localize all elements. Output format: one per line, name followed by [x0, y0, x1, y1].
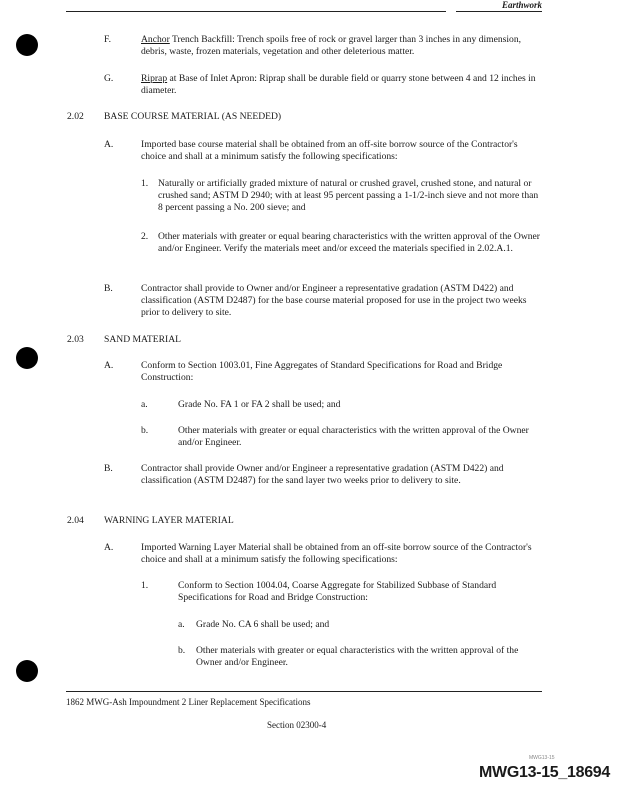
item-letter: A. — [104, 360, 114, 371]
section-title: SAND MATERIAL — [104, 334, 182, 345]
binder-hole-middle — [16, 347, 38, 369]
bates-stamp: MWG13-15_18694 — [479, 764, 610, 781]
header-section-title: Earthwork — [501, 0, 542, 10]
item-letter: B. — [104, 463, 113, 474]
item-text: Imported Warning Layer Material shall be obtained from an off-site borrow source of the Contractor's choice and shall at a minimum satisfy the following specifications: — [141, 542, 532, 565]
item-letter: A. — [104, 139, 114, 150]
subitem-text: Grade No. FA 1 or FA 2 shall be used; and — [178, 399, 341, 410]
bates-stamp-small: MWG13-15 — [529, 755, 555, 761]
section-number: 2.04 — [67, 515, 84, 526]
item-body: Trench Backfill: Trench spoils free of rock or gravel larger than 3 inches in any dimension, debris, waste, frozen materials, vegetation and other deleterious matter. — [141, 34, 522, 57]
footer-project: 1862 MWG-Ash Impoundment 2 Liner Replacement Specifications — [66, 697, 311, 707]
subsubitem-letter: b. — [178, 645, 186, 656]
section-number: 2.03 — [67, 334, 84, 345]
section-number: 2.02 — [67, 111, 84, 122]
binder-hole-top — [16, 34, 38, 56]
item-text: Conform to Section 1003.01, Fine Aggregates of Standard Specifications for Road and Bridge Construction: — [141, 360, 503, 383]
subitem-text: Naturally or artificially graded mixture of natural or crushed gravel, crushed stone, and natural or crushed sand; ASTM D 2940; with at least 95 percent passing a 1-1/2-inch sieve and not more than 8 percent passing a No. 200 sieve; and — [158, 178, 539, 213]
item-text: Contractor shall provide to Owner and/or Engineer a representative gradation (ASTM D422) and classification (ASTM D2487) for the base course material proposed for use in the project two weeks prior to delivery to site. — [141, 283, 527, 318]
item-letter: A. — [104, 542, 114, 553]
subitem-letter: b. — [141, 425, 149, 436]
section-title: WARNING LAYER MATERIAL — [104, 515, 234, 526]
subitem-text: Other materials with greater or equal characteristics with the written approval of the Owner and/or Engineer. — [178, 425, 529, 448]
section-title: BASE COURSE MATERIAL (AS NEEDED) — [104, 111, 282, 122]
subsubitem-text: Grade No. CA 6 shall be used; and — [196, 619, 330, 630]
footer-rule — [66, 691, 542, 692]
item-body: at Base of Inlet Apron: Riprap shall be durable field or quarry stone between 4 and 12 inches in diameter. — [141, 73, 536, 96]
item-letter: F. — [104, 34, 111, 45]
item-label: Riprap — [141, 73, 168, 84]
subsubitem-text: Other materials with greater or equal characteristics with the written approval of the Owner and/or Engineer. — [196, 645, 519, 668]
subitem-text: Other materials with greater or equal bearing characteristics with the written approval of the Owner and/or Engineer. Verify the materials meet and/or exceed the materials specified in 2.02.A.1. — [158, 231, 540, 254]
subitem-number: 1. — [141, 178, 149, 189]
subitem-letter: a. — [141, 399, 148, 410]
footer-page-number: Section 02300-4 — [267, 720, 327, 730]
item-label: Anchor — [141, 34, 170, 45]
subitem-number: 2. — [141, 231, 149, 242]
item-text — [141, 34, 543, 58]
item-letter: B. — [104, 283, 113, 294]
item-letter: G. — [104, 73, 114, 84]
item-text: Contractor shall provide Owner and/or Engineer a representative gradation (ASTM D422) and classification (ASTM D2487) for the sand layer two weeks prior to delivery to site. — [141, 463, 504, 486]
subsubitem-letter: a. — [178, 619, 185, 630]
binder-hole-bottom — [16, 660, 38, 682]
header-rule-right — [456, 11, 542, 12]
item-text — [141, 73, 543, 97]
item-text: Imported base course material shall be obtained from an off-site borrow source of the Contractor's choice and shall at a minimum satisfy the following specifications: — [141, 139, 518, 162]
subitem-number: 1. — [141, 580, 149, 591]
subitem-text: Conform to Section 1004.04, Coarse Aggregate for Stabilized Subbase of Standard Specifications for Road and Bridge Construction: — [178, 580, 497, 603]
header-rule — [66, 11, 446, 12]
